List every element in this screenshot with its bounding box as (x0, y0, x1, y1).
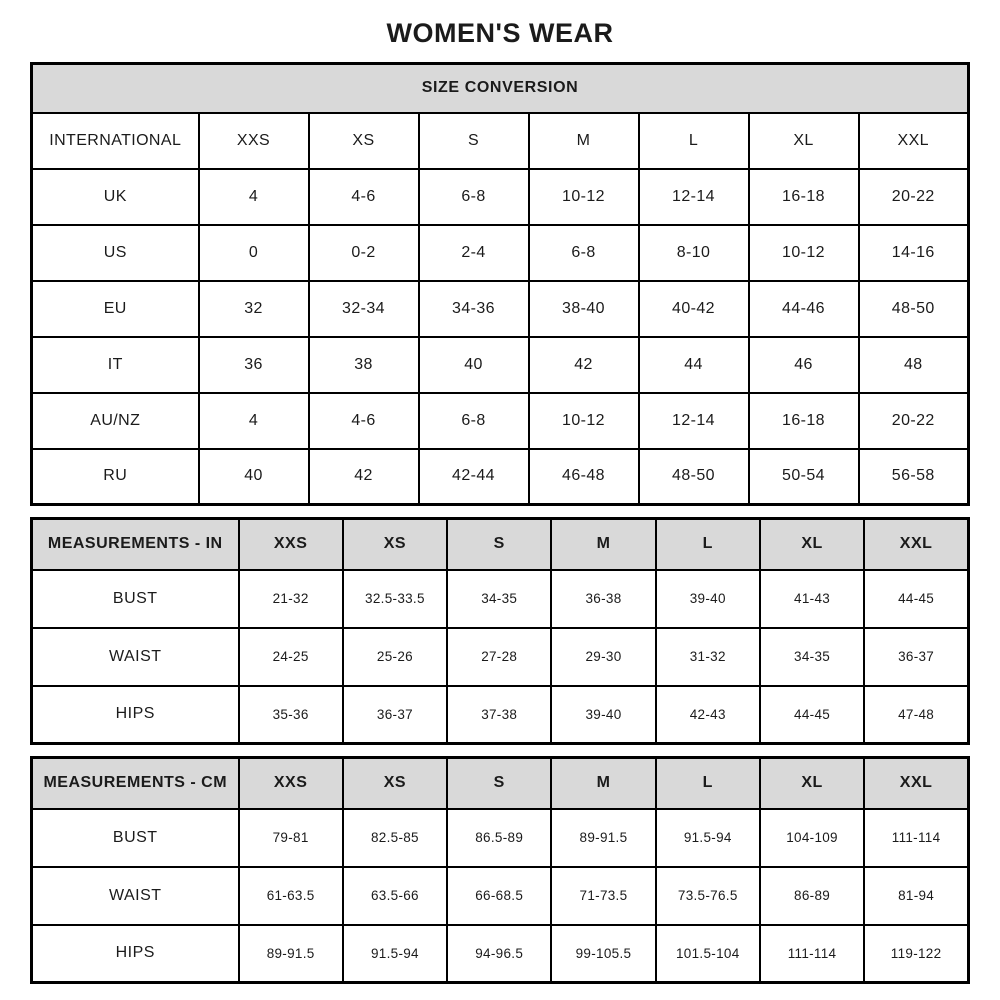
value-cell: 111-114 (864, 809, 968, 867)
value-cell: 82.5-85 (343, 809, 447, 867)
value-cell: 29-30 (551, 628, 655, 686)
size-conversion-title: SIZE CONVERSION (32, 64, 969, 113)
value-cell: 32 (199, 281, 309, 337)
value-cell: 61-63.5 (239, 867, 343, 925)
value-cell: 10-12 (529, 393, 639, 449)
value-cell: 71-73.5 (551, 867, 655, 925)
row-label: UK (32, 169, 199, 225)
value-cell: 89-91.5 (551, 809, 655, 867)
table-row (32, 449, 969, 505)
value-cell: 21-32 (239, 570, 343, 628)
value-cell: 37-38 (447, 686, 551, 744)
table-row (32, 867, 969, 925)
value-cell: 42 (309, 449, 419, 505)
value-cell: 48-50 (639, 449, 749, 505)
page-title: WOMEN'S WEAR (386, 18, 614, 48)
value-cell: 10-12 (529, 169, 639, 225)
value-cell: 6-8 (419, 169, 529, 225)
value-cell: 14-16 (859, 225, 969, 281)
size-column-header: XXL (864, 758, 968, 809)
row-label: AU/NZ (32, 393, 199, 449)
value-cell: 25-26 (343, 628, 447, 686)
value-cell: 42 (529, 337, 639, 393)
value-cell: 73.5-76.5 (656, 867, 760, 925)
value-cell: 34-35 (760, 628, 864, 686)
size-column-header: L (656, 758, 760, 809)
row-label: US (32, 225, 199, 281)
size-column-header: XS (343, 519, 447, 570)
size-conversion-table (30, 62, 970, 506)
value-cell: 44-45 (760, 686, 864, 744)
value-cell: 36 (199, 337, 309, 393)
value-cell: 91.5-94 (343, 925, 447, 983)
value-cell: 79-81 (239, 809, 343, 867)
value-cell: 40-42 (639, 281, 749, 337)
value-cell: 46 (749, 337, 859, 393)
value-cell: 20-22 (859, 393, 969, 449)
size-column-header: XL (749, 113, 859, 169)
table-row (32, 925, 969, 983)
table-row (32, 337, 969, 393)
value-cell: 12-14 (639, 393, 749, 449)
value-cell: 4 (199, 169, 309, 225)
value-cell: 42-44 (419, 449, 529, 505)
table-row (32, 686, 969, 744)
table-row (32, 628, 969, 686)
row-label-header: MEASUREMENTS - IN (32, 519, 239, 570)
value-cell: 36-38 (551, 570, 655, 628)
measurements-cm-table (30, 756, 970, 984)
value-cell: 35-36 (239, 686, 343, 744)
value-cell: 94-96.5 (447, 925, 551, 983)
value-cell: 50-54 (749, 449, 859, 505)
value-cell: 36-37 (864, 628, 968, 686)
size-column-header: S (447, 519, 551, 570)
column-header-row (32, 113, 969, 169)
row-label-header: MEASUREMENTS - CM (32, 758, 239, 809)
row-label: IT (32, 337, 199, 393)
size-column-header: XXS (239, 758, 343, 809)
value-cell: 34-35 (447, 570, 551, 628)
value-cell: 56-58 (859, 449, 969, 505)
measurements-in-table (30, 517, 970, 745)
value-cell: 34-36 (419, 281, 529, 337)
value-cell: 4 (199, 393, 309, 449)
size-column-header: XXL (864, 519, 968, 570)
table-row (32, 169, 969, 225)
value-cell: 8-10 (639, 225, 749, 281)
value-cell: 27-28 (447, 628, 551, 686)
value-cell: 42-43 (656, 686, 760, 744)
value-cell: 38-40 (529, 281, 639, 337)
size-column-header: S (447, 758, 551, 809)
table-row (32, 570, 969, 628)
value-cell: 6-8 (529, 225, 639, 281)
value-cell: 31-32 (656, 628, 760, 686)
value-cell: 86.5-89 (447, 809, 551, 867)
size-column-header: XXS (239, 519, 343, 570)
row-label: WAIST (32, 867, 239, 925)
value-cell: 101.5-104 (656, 925, 760, 983)
value-cell: 44-45 (864, 570, 968, 628)
size-column-header: XL (760, 758, 864, 809)
value-cell: 39-40 (656, 570, 760, 628)
size-column-header: XXL (859, 113, 969, 169)
row-label: WAIST (32, 628, 239, 686)
value-cell: 16-18 (749, 169, 859, 225)
value-cell: 46-48 (529, 449, 639, 505)
value-cell: 104-109 (760, 809, 864, 867)
value-cell: 40 (199, 449, 309, 505)
value-cell: 63.5-66 (343, 867, 447, 925)
value-cell: 32-34 (309, 281, 419, 337)
value-cell: 44 (639, 337, 749, 393)
column-header-row (32, 758, 969, 809)
size-column-header: XL (760, 519, 864, 570)
value-cell: 48-50 (859, 281, 969, 337)
value-cell: 32.5-33.5 (343, 570, 447, 628)
value-cell: 86-89 (760, 867, 864, 925)
value-cell: 4-6 (309, 393, 419, 449)
size-column-header: L (639, 113, 749, 169)
row-label: BUST (32, 809, 239, 867)
column-header-row (32, 519, 969, 570)
value-cell: 0-2 (309, 225, 419, 281)
value-cell: 81-94 (864, 867, 968, 925)
value-cell: 47-48 (864, 686, 968, 744)
value-cell: 2-4 (419, 225, 529, 281)
value-cell: 16-18 (749, 393, 859, 449)
value-cell: 111-114 (760, 925, 864, 983)
value-cell: 36-37 (343, 686, 447, 744)
row-label-header: INTERNATIONAL (32, 113, 199, 169)
table-row (32, 225, 969, 281)
row-label: BUST (32, 570, 239, 628)
value-cell: 40 (419, 337, 529, 393)
value-cell: 24-25 (239, 628, 343, 686)
row-label: HIPS (32, 925, 239, 983)
size-column-header: XS (343, 758, 447, 809)
size-column-header: M (551, 519, 655, 570)
value-cell: 4-6 (309, 169, 419, 225)
value-cell: 0 (199, 225, 309, 281)
value-cell: 10-12 (749, 225, 859, 281)
table-row (32, 393, 969, 449)
value-cell: 44-46 (749, 281, 859, 337)
value-cell: 66-68.5 (447, 867, 551, 925)
size-column-header: L (656, 519, 760, 570)
value-cell: 99-105.5 (551, 925, 655, 983)
row-label: RU (32, 449, 199, 505)
value-cell: 20-22 (859, 169, 969, 225)
value-cell: 41-43 (760, 570, 864, 628)
size-column-header: XS (309, 113, 419, 169)
value-cell: 89-91.5 (239, 925, 343, 983)
value-cell: 119-122 (864, 925, 968, 983)
value-cell: 48 (859, 337, 969, 393)
row-label: HIPS (32, 686, 239, 744)
value-cell: 12-14 (639, 169, 749, 225)
size-column-header: M (529, 113, 639, 169)
row-label: EU (32, 281, 199, 337)
size-conversion-title-row (32, 64, 969, 113)
table-row (32, 809, 969, 867)
size-column-header: S (419, 113, 529, 169)
table-row (32, 281, 969, 337)
value-cell: 91.5-94 (656, 809, 760, 867)
size-column-header: M (551, 758, 655, 809)
value-cell: 38 (309, 337, 419, 393)
value-cell: 6-8 (419, 393, 529, 449)
size-column-header: XXS (199, 113, 309, 169)
value-cell: 39-40 (551, 686, 655, 744)
